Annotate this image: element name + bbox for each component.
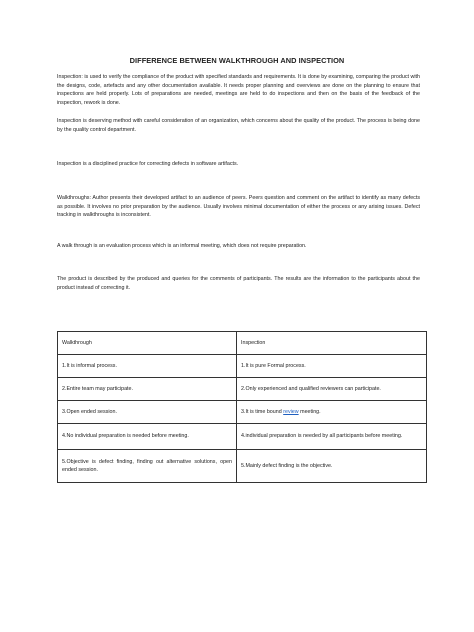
table-header-row [58,332,427,355]
inspection-definition-paragraph: Inspection: is used to verify the compliance of the product with specified standards and requirements. It is done by examining, comparing the product with the designs, code, artefacts and any other documentation available. It needs proper planning and overviews are done on the planning to ensure that inspections are held properly. Lots of preparations are needed, meetings are held to do inspections and then on the basis of the feedback of the inspection, rework is done. [57,74,420,106]
inspection-cell: 2.Only experienced and qualified reviewers can participate. [237,378,427,401]
walkthrough-cell: 2.Entire team may participate. [58,378,237,401]
product-description-paragraph: The product is described by the produced and queries for the comments of participants. The results are the information to the participants about the product instead of correcting it. [57,276,420,291]
inspection-practice-paragraph: Inspection is a disciplined practice for correcting defects in software artifacts. [57,161,239,167]
document-title: DIFFERENCE BETWEEN WALKTHROUGH AND INSPECTION [129,56,345,65]
walkthrough-cell: 4.No individual preparation is needed before meeting. [58,424,237,450]
table-row [58,378,427,401]
inspection-method-paragraph: Inspection is deserving method with careful consideration of an organization, which concerns about the quality of the product. The process is being done by the quality control department. [57,118,420,133]
walkthrough-process-paragraph: A walk through is an evaluation process which is an informal meeting, which does not require preparation. [57,243,307,249]
table-row [58,450,427,483]
walkthrough-cell: 5.Objective is defect finding, finding out alternative solutions, open ended session. [58,450,237,483]
comparison-table [57,331,427,483]
table-row [58,424,427,450]
inspection-cell-text-end: meeting. [298,408,321,415]
walkthrough-header-cell: Walkthrough [58,332,237,355]
inspection-cell: 1.It is pure Formal process. [237,355,427,378]
inspection-cell: 5.Mainly defect finding is the objective. [237,450,427,483]
table-row [58,401,427,424]
walkthrough-cell: 3.Open ended session. [58,401,237,424]
inspection-cell: 4.individual preparation is needed by all participants before meeting. [237,424,427,450]
table-row [58,355,427,378]
review-link[interactable]: review [283,408,299,415]
inspection-header-cell: Inspection [237,332,427,355]
walkthrough-cell: 1.It is informal process. [58,355,237,378]
inspection-cell [237,401,427,424]
inspection-cell-text: 3.It is time bound [241,408,284,415]
walkthrough-definition-paragraph: Walkthroughs: Author presents their developed artifact to an audience of peers. Peers question and comment on the artifact to identify as many defects as possible. It involves no prior preparation by the audience. Usually involves minimal documentation of either the process or any arising issues. Defect tracking in walkthroughs is inconsistent. [57,195,420,219]
